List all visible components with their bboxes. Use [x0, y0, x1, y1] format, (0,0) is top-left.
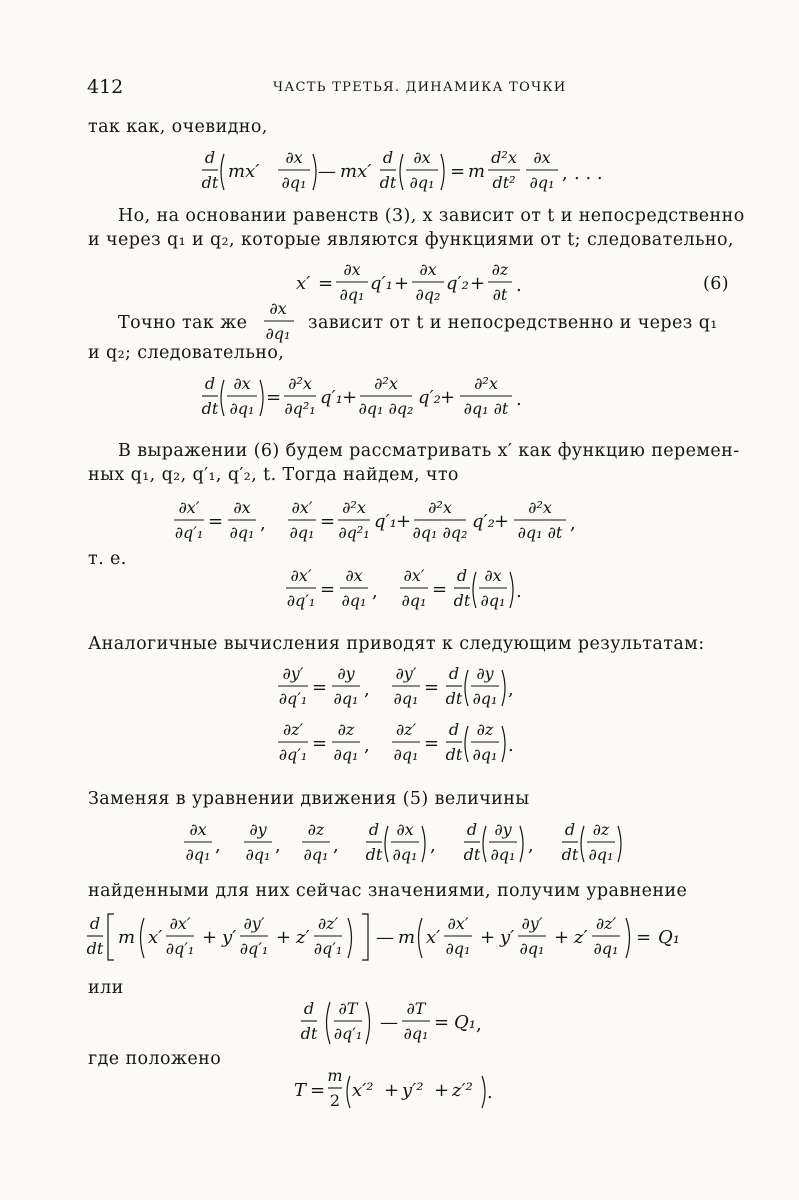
svg-text:m: m [398, 927, 416, 948]
svg-text:—: — [380, 1012, 398, 1033]
svg-text:2: 2 [329, 1091, 341, 1110]
svg-text:∂q₁: ∂q₁ [289, 523, 315, 542]
svg-text:=: = [312, 677, 328, 698]
text-line: и через q₁ и q₂, которые являются функциями от t; следовательно, [88, 230, 734, 250]
svg-text:z′: z′ [296, 927, 310, 948]
svg-text:—: — [318, 161, 336, 182]
svg-text:∂q₁: ∂q₁ [401, 591, 427, 610]
svg-text:∂x: ∂x [233, 498, 251, 517]
svg-text:+: + [480, 927, 496, 948]
svg-text:dt: dt [453, 591, 471, 610]
svg-text:∂²x: ∂²x [528, 498, 552, 517]
svg-text:∂q²₁: ∂q²₁ [284, 399, 316, 418]
svg-text:∂x: ∂x [484, 566, 502, 585]
svg-text:∂q₁: ∂q₁ [519, 939, 545, 958]
svg-text:∂q₁: ∂q₁ [392, 845, 418, 864]
svg-text:∂q₁: ∂q₁ [229, 523, 255, 542]
svg-text:∂q₁ ∂q₂: ∂q₁ ∂q₂ [412, 523, 468, 542]
svg-text:∂z: ∂z [307, 820, 325, 839]
svg-text:m: m [118, 927, 136, 948]
svg-text:∂z: ∂z [592, 820, 610, 839]
equation-5 [284, 566, 544, 620]
svg-text:∂q′₁: ∂q′₁ [239, 939, 269, 958]
svg-text:∂q₁: ∂q₁ [245, 845, 271, 864]
svg-text:∂q₁: ∂q₁ [393, 689, 419, 708]
text-line: Заменяя в уравнении движения (5) величины [88, 789, 530, 809]
text-line: найденными для них сейчас значениями, получим уравнение [88, 881, 688, 901]
svg-text:,: , [562, 163, 568, 184]
svg-text:∂q₁: ∂q₁ [593, 939, 619, 958]
svg-text:q′₂: q′₂ [418, 387, 441, 408]
svg-text:d: d [204, 148, 216, 167]
svg-text:∂T: ∂T [406, 999, 426, 1018]
svg-text:q′₁: q′₁ [320, 387, 343, 408]
svg-text:∂x′: ∂x′ [403, 566, 425, 585]
svg-text:∂q₁: ∂q₁ [529, 173, 555, 192]
equation-big [86, 910, 726, 972]
svg-text:d: d [368, 820, 380, 839]
text-line: или [88, 978, 124, 998]
svg-text:. . .: . . . [574, 163, 603, 184]
svg-text:∂y: ∂y [494, 820, 512, 839]
svg-text:m: m [468, 161, 486, 182]
svg-text:—: — [376, 927, 394, 948]
svg-text:∂q′₁: ∂q′₁ [286, 591, 316, 610]
svg-text:,: , [364, 735, 370, 756]
svg-text:d: d [466, 820, 478, 839]
svg-text:d: d [448, 664, 460, 683]
text-line: и q₂; следовательно, [88, 343, 285, 363]
equation-label: (6) [703, 274, 729, 294]
svg-text:∂q₁: ∂q₁ [490, 845, 516, 864]
svg-text:∂q₁: ∂q₁ [333, 745, 359, 764]
equation-y [276, 664, 536, 718]
svg-text:=: = [636, 927, 652, 948]
svg-text:,: , [528, 835, 534, 856]
svg-text:.: . [508, 735, 514, 756]
svg-text:∂x: ∂x [285, 148, 303, 167]
equation-T [294, 1066, 534, 1120]
svg-text:∂q₁: ∂q₁ [265, 324, 291, 343]
svg-text:∂²x: ∂²x [374, 374, 398, 393]
svg-text:∂y′: ∂y′ [395, 664, 417, 683]
svg-text:dt²: dt² [492, 173, 516, 192]
svg-text:q′₁: q′₁ [370, 273, 393, 294]
svg-text:,: , [508, 679, 514, 700]
svg-text:∂x: ∂x [189, 820, 207, 839]
svg-text:,: , [364, 679, 370, 700]
svg-text:∂q₁: ∂q₁ [403, 1024, 429, 1043]
equation-quantities [184, 820, 644, 874]
svg-text:q′₂: q′₂ [472, 511, 495, 532]
page-number: 412 [87, 76, 124, 98]
svg-text:∂y: ∂y [249, 820, 267, 839]
svg-text:∂x: ∂x [419, 260, 437, 279]
svg-text:,: , [215, 835, 221, 856]
svg-text:dt: dt [86, 939, 104, 958]
svg-text:+: + [396, 511, 412, 532]
svg-text:mx′: mx′ [340, 161, 372, 182]
svg-text:dt: dt [445, 745, 463, 764]
svg-text:=: = [320, 511, 336, 532]
text-line: зависит от t и непосредственно и через q₁ [308, 313, 718, 333]
svg-text:=: = [434, 1012, 450, 1033]
inline-fraction [262, 298, 298, 348]
svg-text:x′: x′ [426, 927, 441, 948]
svg-text:∂x: ∂x [396, 820, 414, 839]
svg-text:∂²x: ∂²x [342, 498, 366, 517]
svg-text:dt: dt [300, 1024, 318, 1043]
svg-text:dt: dt [379, 173, 397, 192]
running-title: ЧАСТЬ ТРЕТЬЯ. ДИНАМИКА ТОЧКИ [273, 80, 567, 95]
svg-text:d: d [456, 566, 468, 585]
svg-text:∂q₁: ∂q₁ [281, 173, 307, 192]
svg-text:=: = [424, 677, 440, 698]
svg-text:∂²x: ∂²x [474, 374, 498, 393]
svg-text:x′: x′ [148, 927, 163, 948]
equation-1 [200, 148, 603, 202]
svg-text:Q₁: Q₁ [454, 1012, 476, 1033]
svg-text:∂y: ∂y [337, 664, 355, 683]
svg-text:∂q₁: ∂q₁ [480, 591, 506, 610]
svg-text:d: d [448, 720, 460, 739]
svg-text:∂q′₁: ∂q′₁ [165, 939, 195, 958]
svg-text:x′²: x′² [352, 1080, 374, 1101]
svg-text:∂x: ∂x [233, 374, 251, 393]
svg-text:=: = [424, 733, 440, 754]
svg-text:d: d [303, 999, 315, 1018]
svg-text:∂q₁ ∂t: ∂q₁ ∂t [463, 399, 509, 418]
svg-text:d: d [382, 148, 394, 167]
svg-text:+: + [470, 273, 486, 294]
svg-text:∂z′: ∂z′ [395, 720, 417, 739]
svg-text:,: , [430, 835, 436, 856]
svg-text:y′: y′ [222, 927, 237, 948]
svg-text:y′: y′ [500, 927, 515, 948]
equation-z [276, 720, 536, 774]
equation-4 [172, 498, 642, 552]
svg-text:y′²: y′² [402, 1080, 424, 1101]
svg-text:,: , [372, 581, 378, 602]
svg-text:dt: dt [201, 173, 219, 192]
svg-text:∂x′: ∂x′ [178, 498, 200, 517]
svg-text:dt: dt [201, 399, 219, 418]
svg-text:∂q₁: ∂q₁ [303, 845, 329, 864]
svg-text:m: m [327, 1066, 343, 1085]
svg-text:=: = [450, 161, 466, 182]
svg-text:∂y′: ∂y′ [243, 914, 265, 933]
svg-text:=: = [310, 1080, 326, 1101]
text-line: где положено [88, 1049, 222, 1069]
svg-text:+: + [554, 927, 570, 948]
svg-text:.: . [487, 1082, 493, 1103]
svg-text:∂²x: ∂²x [428, 498, 452, 517]
text-line: т. е. [88, 549, 127, 569]
svg-text:∂q′₁: ∂q′₁ [278, 689, 308, 708]
svg-text:d: d [204, 374, 216, 393]
svg-text:∂q′₁: ∂q′₁ [278, 745, 308, 764]
equation-3 [200, 374, 620, 428]
svg-text:∂y: ∂y [476, 664, 494, 683]
svg-text:∂²x: ∂²x [288, 374, 312, 393]
svg-text:∂T: ∂T [338, 999, 358, 1018]
svg-text:∂y′: ∂y′ [521, 914, 543, 933]
svg-text:z′: z′ [574, 927, 588, 948]
svg-text:=: = [312, 733, 328, 754]
svg-text:∂q₁ ∂t: ∂q₁ ∂t [517, 523, 563, 542]
svg-text:q′₂: q′₂ [446, 273, 469, 294]
svg-text:∂z′: ∂z′ [317, 914, 339, 933]
text-line: Аналогичные вычисления приводят к следующим результатам: [88, 634, 705, 654]
svg-text:∂q₁: ∂q₁ [333, 689, 359, 708]
svg-text:∂z′: ∂z′ [282, 720, 304, 739]
svg-text:d: d [564, 820, 576, 839]
svg-text:,: , [570, 513, 576, 534]
equation-lagrange [300, 996, 520, 1056]
svg-text:=: = [320, 579, 336, 600]
svg-text:∂x′: ∂x′ [290, 566, 312, 585]
svg-text:∂q₁: ∂q₁ [409, 173, 435, 192]
svg-text:dt: dt [463, 845, 481, 864]
text-line: так как, очевидно, [88, 117, 268, 137]
svg-text:∂x′: ∂x′ [447, 914, 469, 933]
text-line: ных q₁, q₂, q′₁, q′₂, t. Тогда найдем, что [88, 465, 459, 485]
svg-text:+: + [440, 387, 456, 408]
svg-text:.: . [516, 389, 522, 410]
svg-text:∂y′: ∂y′ [282, 664, 304, 683]
svg-text:=: = [208, 511, 224, 532]
svg-text:∂z: ∂z [491, 260, 509, 279]
text-line: Но, на основании равенств (3), x зависит от t и непосредственно [118, 206, 745, 226]
svg-text:∂q₁: ∂q₁ [185, 845, 211, 864]
svg-text:∂x: ∂x [269, 299, 287, 318]
svg-text:∂q₁: ∂q₁ [588, 845, 614, 864]
svg-text:∂q₁: ∂q₁ [472, 745, 498, 764]
svg-text:mx′: mx′ [228, 161, 260, 182]
svg-text:,: , [275, 835, 281, 856]
svg-text:d²x: d²x [491, 148, 517, 167]
svg-text:∂x: ∂x [343, 260, 361, 279]
svg-text:=: = [266, 387, 282, 408]
svg-text:∂q₁: ∂q₁ [445, 939, 471, 958]
svg-text:=: = [318, 273, 334, 294]
svg-text:+: + [434, 1080, 450, 1101]
svg-text:x′: x′ [296, 273, 311, 294]
svg-text:=: = [432, 579, 448, 600]
svg-text:d: d [89, 914, 101, 933]
svg-text:∂q₁: ∂q₁ [341, 591, 367, 610]
svg-text:∂q₁: ∂q₁ [472, 689, 498, 708]
svg-text:dt: dt [561, 845, 579, 864]
svg-text:∂z: ∂z [337, 720, 355, 739]
svg-text:∂x′: ∂x′ [291, 498, 313, 517]
svg-text:∂z′: ∂z′ [595, 914, 617, 933]
svg-text:,: , [476, 1014, 482, 1035]
text-line: В выражении (6) будем рассматривать x′ как функцию перемен- [118, 441, 740, 461]
svg-text:+: + [276, 927, 292, 948]
svg-text:,: , [333, 835, 339, 856]
svg-text:∂t: ∂t [492, 285, 508, 304]
equation-6 [296, 260, 546, 312]
svg-text:q′₁: q′₁ [374, 511, 397, 532]
svg-text:,: , [260, 513, 266, 534]
svg-text:∂x: ∂x [533, 148, 551, 167]
svg-text:∂x′: ∂x′ [169, 914, 191, 933]
svg-text:∂q₁: ∂q₁ [393, 745, 419, 764]
svg-text:∂x: ∂x [345, 566, 363, 585]
svg-text:Q₁: Q₁ [658, 927, 680, 948]
text-line: Точно так же [118, 313, 248, 333]
svg-text:∂q₁: ∂q₁ [339, 285, 365, 304]
svg-text:∂q′₁: ∂q′₁ [174, 523, 204, 542]
svg-text:∂z: ∂z [476, 720, 494, 739]
svg-text:+: + [202, 927, 218, 948]
svg-text:∂q₁ ∂q₂: ∂q₁ ∂q₂ [358, 399, 414, 418]
svg-text:∂q′₁: ∂q′₁ [313, 939, 343, 958]
svg-text:∂q²₁: ∂q²₁ [338, 523, 370, 542]
svg-text:dt: dt [365, 845, 383, 864]
svg-text:.: . [516, 581, 522, 602]
svg-text:T: T [294, 1080, 307, 1101]
svg-text:+: + [342, 387, 358, 408]
svg-text:.: . [516, 275, 522, 296]
svg-text:∂q₁: ∂q₁ [229, 399, 255, 418]
svg-text:∂q′₁: ∂q′₁ [333, 1024, 363, 1043]
svg-text:dt: dt [445, 689, 463, 708]
svg-text:z′²: z′² [452, 1080, 473, 1101]
svg-text:+: + [494, 511, 510, 532]
svg-text:+: + [384, 1080, 400, 1101]
svg-text:∂x: ∂x [413, 148, 431, 167]
svg-text:+: + [394, 273, 410, 294]
svg-text:∂q₂: ∂q₂ [415, 285, 441, 304]
